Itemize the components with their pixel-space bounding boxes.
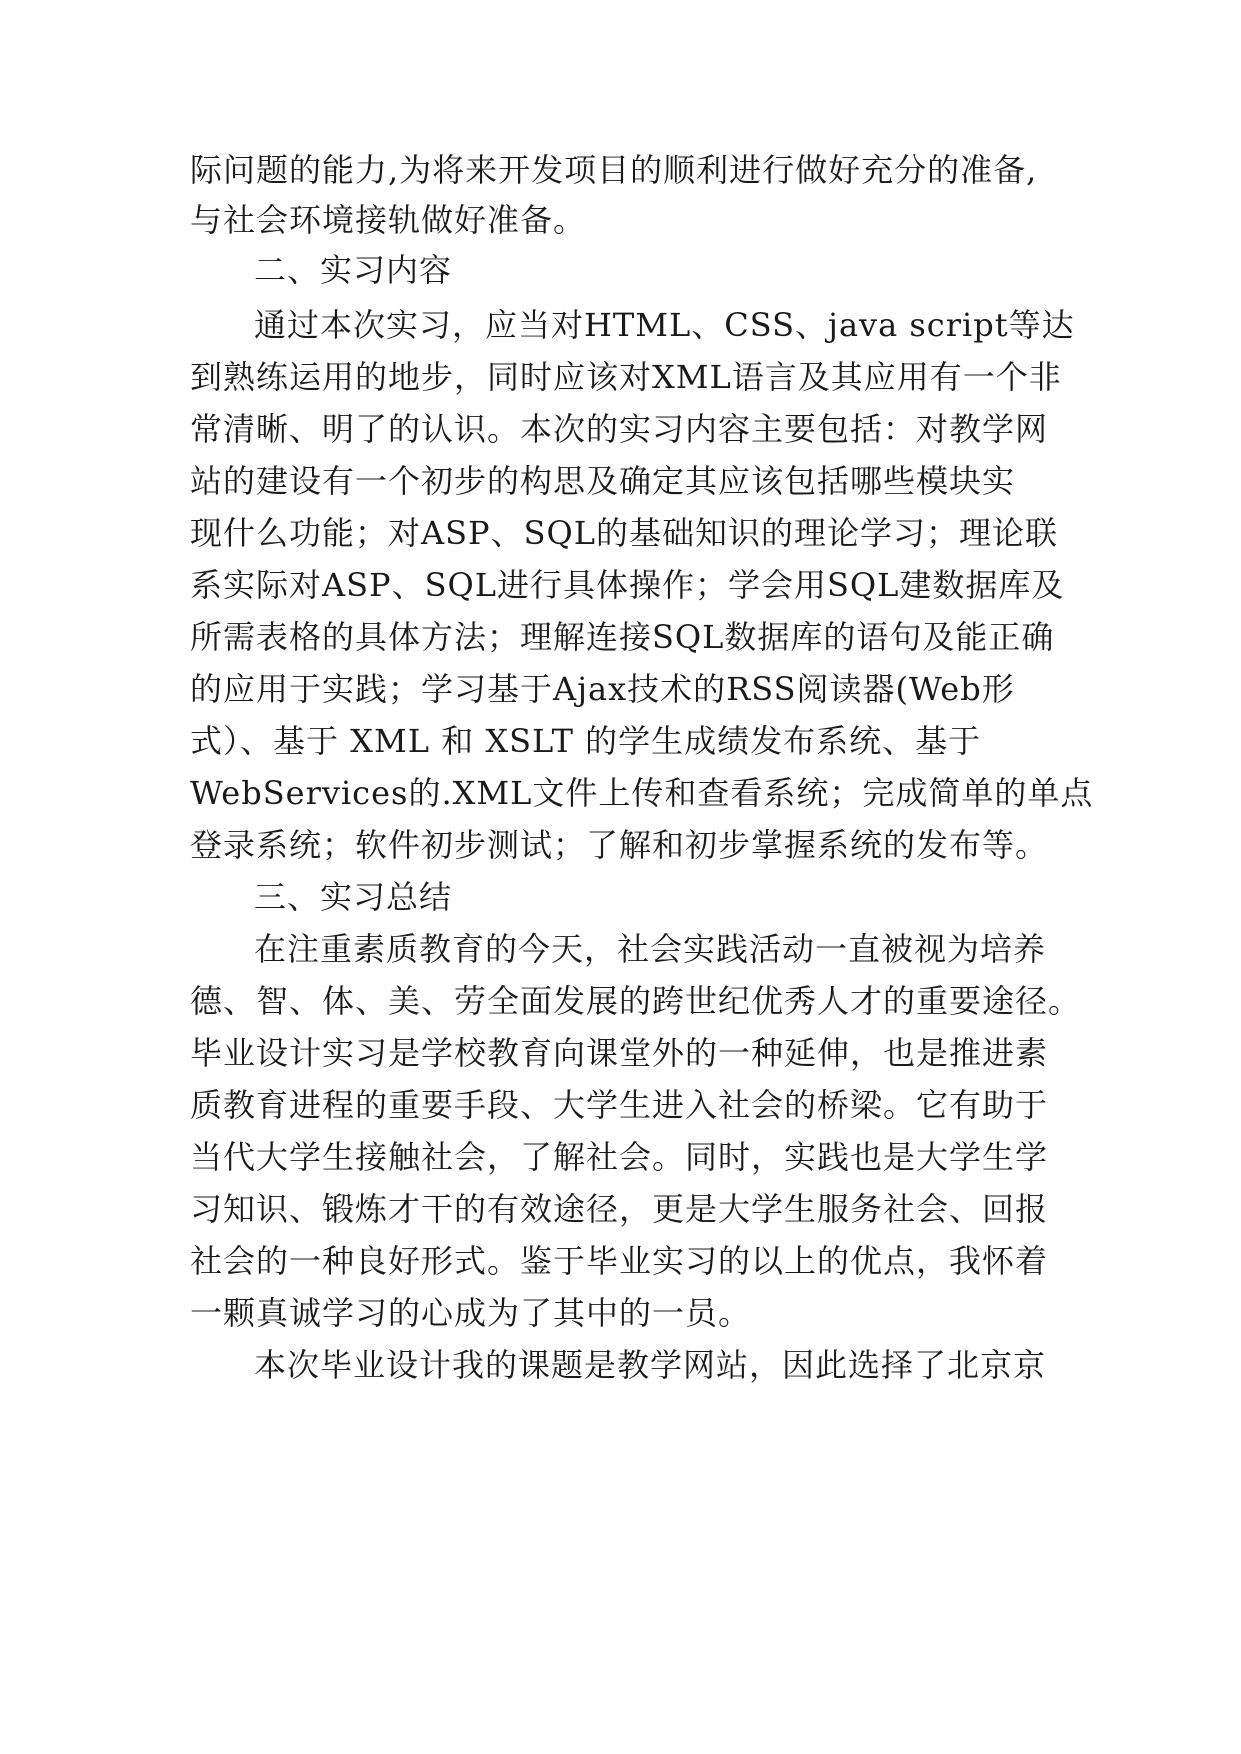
text-line: 在注重素质教育的今天，社会实践活动一直被视为培养 (254, 930, 1047, 968)
text-line: 德、智、体、美、劳全面发展的跨世纪优秀人才的重要途径。 (190, 982, 1082, 1020)
text-line: WebServices的.XML文件上传和查看系统；完成简单的单点 (190, 774, 1094, 812)
text-line: 毕业设计实习是学校教育向课堂外的一种延伸，也是推进素 (190, 1034, 1049, 1072)
text-line: 登录系统；软件初步测试；了解和初步掌握系统的发布等。 (190, 826, 1049, 864)
text-line: 通过本次实习，应当对HTML、CSS、java script等达 (254, 306, 1075, 344)
text-line: 系实际对ASP、SQL进行具体操作；学会用SQL建数据库及 (190, 566, 1065, 604)
text-line: 本次毕业设计我的课题是教学网站，因此选择了北京京 (254, 1346, 1047, 1384)
text-line: 式）、基于 XML 和 XSLT 的学生成绩发布系统、基于 (190, 722, 982, 760)
section-heading: 三、实习总结 (254, 878, 453, 916)
text-line: 到熟练运用的地步，同时应该对XML语言及其应用有一个非 (190, 358, 1062, 396)
text-line: 所需表格的具体方法；理解连接SQL数据库的语句及能正确 (190, 618, 1055, 656)
text-line: 现什么功能；对ASP、SQL的基础知识的理论学习；理论联 (190, 514, 1058, 552)
text-line: 习知识、锻炼才干的有效途径，更是大学生服务社会、回报 (190, 1190, 1049, 1228)
text-line: 际问题的能力,为将来开发项目的顺利进行做好充分的准备, (190, 151, 1038, 189)
text-line: 一颗真诚学习的心成为了其中的一员。 (190, 1294, 752, 1332)
text-line: 当代大学生接触社会，了解社会。同时，实践也是大学生学 (190, 1138, 1049, 1176)
text-line: 社会的一种良好形式。鉴于毕业实习的以上的优点，我怀着 (190, 1242, 1049, 1280)
text-line: 的应用于实践；学习基于Ajax技术的RSS阅读器(Web形 (190, 670, 1015, 708)
text-line: 站的建设有一个初步的构思及确定其应该包括哪些模块实 (190, 462, 1016, 500)
section-heading: 二、实习内容 (254, 251, 453, 289)
text-line: 常清晰、明了的认识。本次的实习内容主要包括：对教学网 (190, 410, 1049, 448)
text-line: 质教育进程的重要手段、大学生进入社会的桥梁。它有助于 (190, 1086, 1049, 1124)
text-line: 与社会环境接轨做好准备。 (190, 201, 587, 239)
